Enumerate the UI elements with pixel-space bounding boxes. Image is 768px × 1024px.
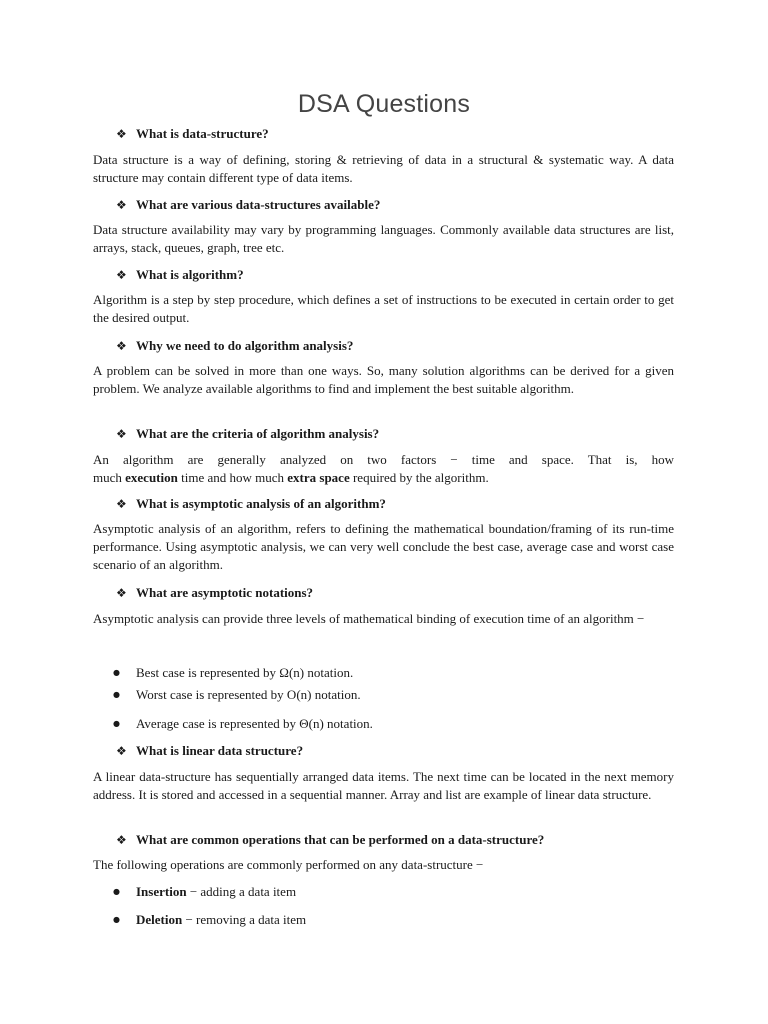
answer-paragraph: Asymptotic analysis of an algorithm, refers to defining the mathematical boundation/framing of its run-time performance. Using asymptotic analysis, we can very well conclude the best case, average case and worst case scenario of an algorithm. <box>93 521 674 572</box>
diamond-bullet-icon: ❖ <box>116 268 127 282</box>
bullet-icon: ● <box>113 887 120 896</box>
question-heading: ❖ What is linear data structure? <box>116 743 304 758</box>
answer-paragraph: Data structure is a way of defining, storing & retrieving of data in a structural & systematic way. A data structure may contain different type of data items. <box>93 152 674 185</box>
answer-paragraph: The following operations are commonly performed on any data-structure − <box>93 857 484 872</box>
bullet-icon: ● <box>113 690 120 699</box>
bullet-icon: ● <box>113 719 120 728</box>
diamond-bullet-icon: ❖ <box>116 198 127 212</box>
diamond-bullet-icon: ❖ <box>116 127 127 141</box>
list-item: ● Average case is represented by Θ(n) notation. <box>113 716 373 731</box>
answer-paragraph: Data structure availability may vary by programming languages. Commonly available data structures are list, arrays, stack, queues, graph, tree etc. <box>93 222 674 255</box>
question-heading: ❖ What are asymptotic notations? <box>116 585 314 600</box>
question-heading: ❖ What are various data-structures available? <box>116 197 381 212</box>
diamond-bullet-icon: ❖ <box>116 497 127 511</box>
question-heading: ❖ What is data-structure? <box>116 126 269 141</box>
answer-paragraph: A problem can be solved in more than one ways. So, many solution algorithms can be derived for a given problem. We analyze available algorithms to find and implement the best suitable algorithm. <box>93 363 674 396</box>
question-heading: ❖ What are common operations that can be performed on a data-structure? <box>116 832 545 847</box>
diamond-bullet-icon: ❖ <box>116 427 127 441</box>
list-item: ● Insertion − adding a data item <box>113 884 297 899</box>
page-title: DSA Questions <box>297 90 471 118</box>
bullet-icon: ● <box>113 915 120 924</box>
diamond-bullet-icon: ❖ <box>116 833 127 847</box>
answer-paragraph: A linear data-structure has sequentially arranged data items. The next time can be located in the next memory address. It is stored and accessed in a sequential manner. Array and list are example of linear data structure. <box>93 769 674 802</box>
diamond-bullet-icon: ❖ <box>116 339 127 353</box>
question-heading: ❖ Why we need to do algorithm analysis? <box>116 338 354 353</box>
bullet-icon: ● <box>113 668 120 677</box>
answer-paragraph: Asymptotic analysis can provide three levels of mathematical binding of execution time of an algorithm − <box>93 611 645 626</box>
bold-term: execution <box>125 470 178 485</box>
diamond-bullet-icon: ❖ <box>116 744 127 758</box>
bold-term: Deletion <box>136 912 183 927</box>
answer-paragraph: Algorithm is a step by step procedure, which defines a set of instructions to be executed in certain order to get the desired output. <box>93 292 674 325</box>
question-heading: ❖ What is asymptotic analysis of an algorithm? <box>116 496 386 511</box>
list-item: ● Deletion − removing a data item <box>113 912 307 927</box>
answer-paragraph: An algorithm are generally analyzed on two factors − time and space. That is, how much execution time and how much extra space required by the algorithm. <box>93 452 674 485</box>
question-heading: ❖ What are the criteria of algorithm analysis? <box>116 426 380 441</box>
list-item: ● Best case is represented by Ω(n) notation. <box>113 665 354 680</box>
bold-term: Insertion <box>136 884 187 899</box>
question-heading: ❖ What is algorithm? <box>116 267 244 282</box>
list-item: ● Worst case is represented by Ο(n) notation. <box>113 687 361 702</box>
bold-term: extra space <box>287 470 350 485</box>
diamond-bullet-icon: ❖ <box>116 586 127 600</box>
